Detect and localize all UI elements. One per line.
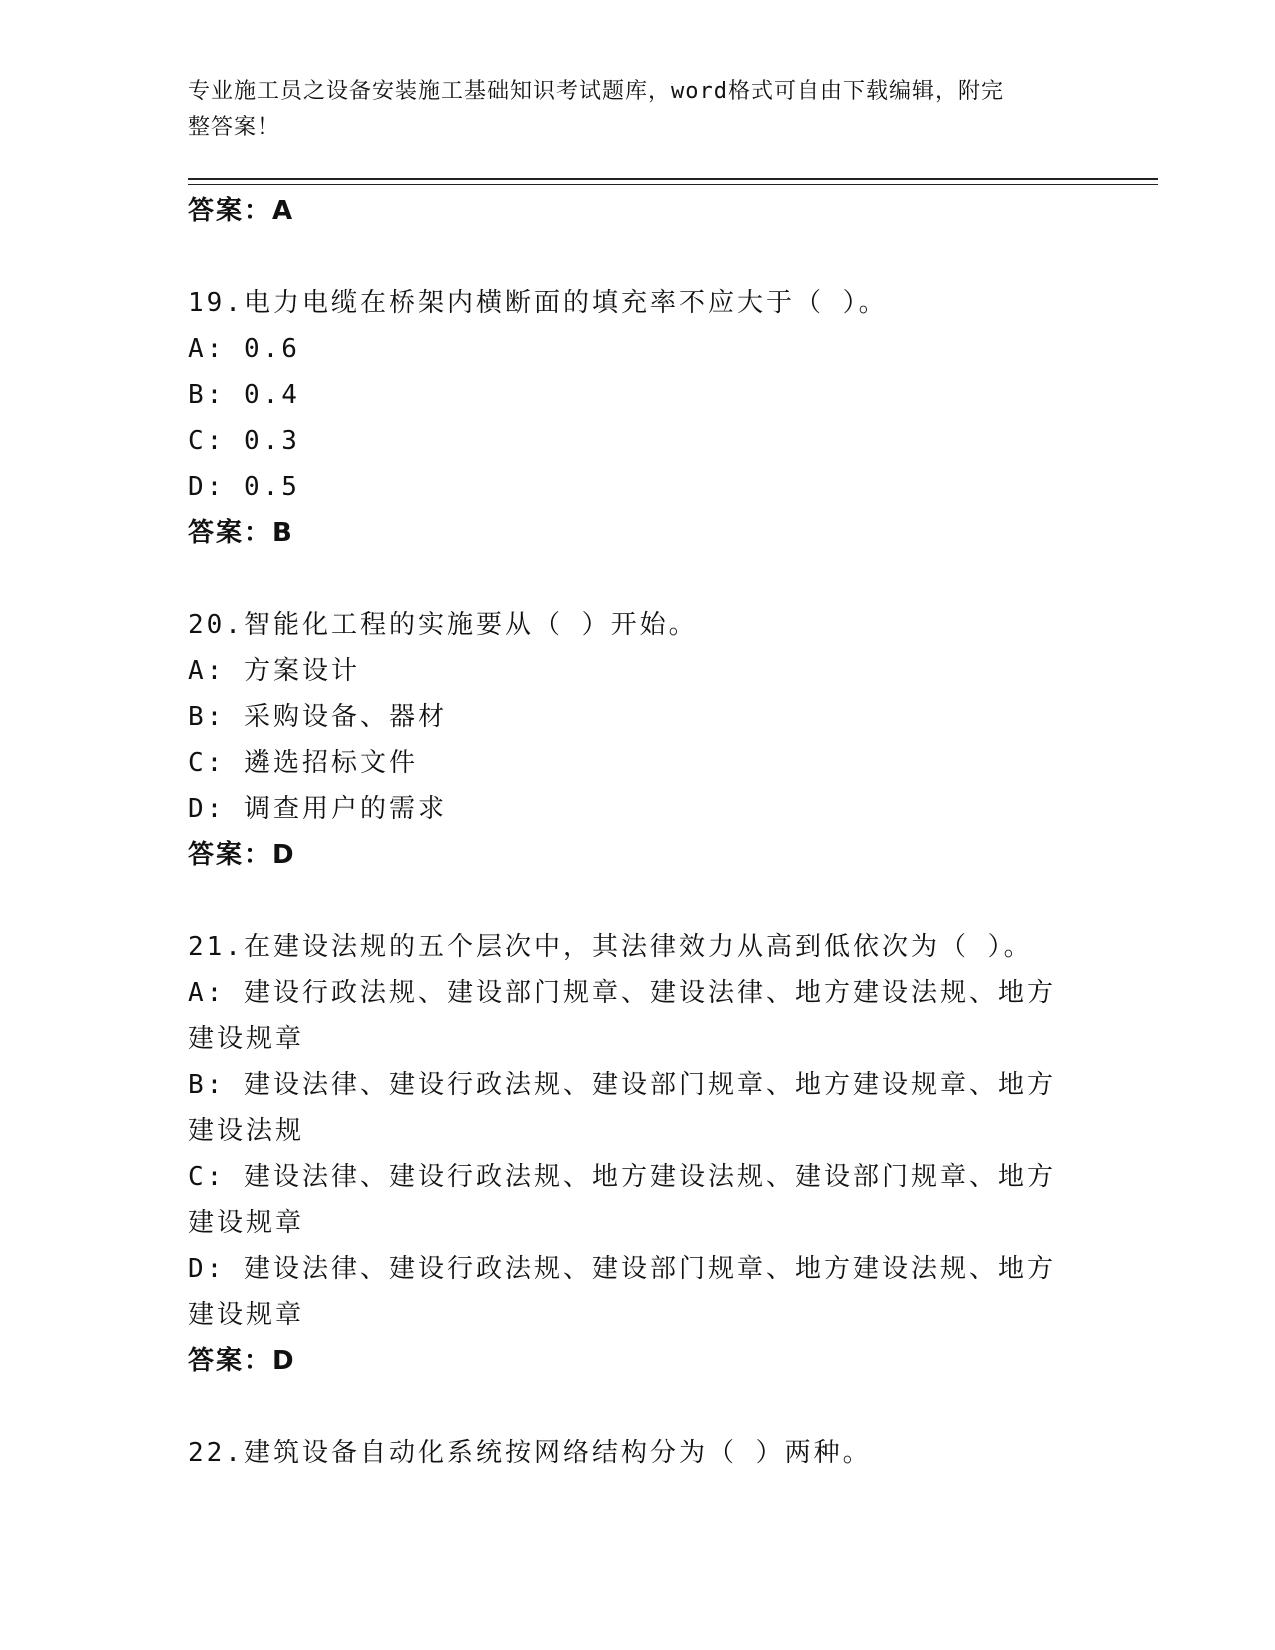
spacer bbox=[188, 556, 1088, 602]
question-stem: 21.在建设法规的五个层次中，其法律效力从高到低依次为（ ）。 bbox=[188, 932, 1033, 962]
answer-prefix: 答案： bbox=[188, 196, 273, 226]
answer-prefix: 答案： bbox=[188, 840, 273, 870]
option-b: B: 建设法律、建设行政法规、建设部门规章、地方建设规章、地方建设法规 bbox=[188, 1070, 1056, 1146]
option-a: A: 0.6 bbox=[188, 334, 300, 364]
answer-value: D bbox=[272, 840, 296, 870]
question-21 bbox=[188, 924, 1088, 1384]
question-20 bbox=[188, 602, 1088, 878]
header-line-2: 整答案！ bbox=[188, 115, 281, 140]
answer-value: B bbox=[272, 518, 294, 548]
option-b: B: 0.4 bbox=[188, 380, 300, 410]
spacer bbox=[188, 234, 1088, 280]
answer-prefix: 答案： bbox=[188, 1346, 273, 1376]
question-22 bbox=[188, 1430, 1088, 1476]
answer-line bbox=[188, 188, 1088, 234]
header-rule-thin bbox=[188, 184, 1158, 185]
page-header bbox=[188, 74, 1068, 146]
answer-value: A bbox=[272, 196, 295, 226]
answer-value: D bbox=[272, 1346, 296, 1376]
option-c: C: 0.3 bbox=[188, 426, 300, 456]
option-c: C: 遴选招标文件 bbox=[188, 748, 418, 778]
option-d: D: 0.5 bbox=[188, 472, 300, 502]
header-rule-thick bbox=[188, 178, 1158, 180]
option-a: A: 方案设计 bbox=[188, 656, 360, 686]
option-a: A: 建设行政法规、建设部门规章、建设法律、地方建设法规、地方建设规章 bbox=[188, 978, 1056, 1054]
question-stem: 22.建筑设备自动化系统按网络结构分为（ ）两种。 bbox=[188, 1438, 872, 1468]
option-d: D: 调查用户的需求 bbox=[188, 794, 447, 824]
question-list bbox=[188, 188, 1088, 1476]
option-d: D: 建设法律、建设行政法规、建设部门规章、地方建设法规、地方建设规章 bbox=[188, 1254, 1056, 1330]
question-stem: 20.智能化工程的实施要从（ ）开始。 bbox=[188, 610, 698, 640]
answer-line bbox=[188, 1338, 1088, 1384]
spacer bbox=[188, 878, 1088, 924]
answer-prefix: 答案： bbox=[188, 518, 273, 548]
answer-line bbox=[188, 832, 1088, 878]
question-19 bbox=[188, 280, 1088, 556]
answer-line bbox=[188, 510, 1088, 556]
spacer bbox=[188, 1384, 1088, 1430]
header-line-1: 专业施工员之设备安装施工基础知识考试题库，word格式可自由下载编辑，附完 bbox=[188, 79, 1004, 104]
option-c: C: 建设法律、建设行政法规、地方建设法规、建设部门规章、地方建设规章 bbox=[188, 1162, 1056, 1238]
question-stem: 19.电力电缆在桥架内横断面的填充率不应大于（ ）。 bbox=[188, 288, 888, 318]
option-b: B: 采购设备、器材 bbox=[188, 702, 447, 732]
